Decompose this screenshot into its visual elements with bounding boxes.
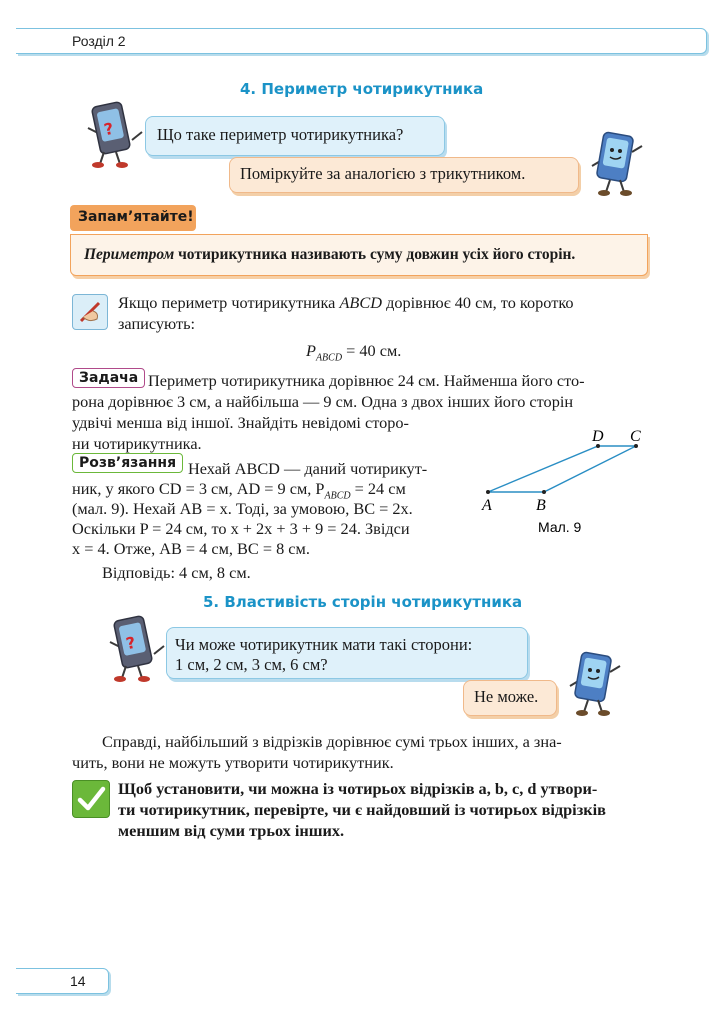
solution-line-5: x = 4. Отже, AB = 4 см, BC = 8 см. <box>72 539 310 558</box>
s5-text-line-1: Справді, найбільший з відрізків дорівнює сумі трьох інших, а зна- <box>102 732 562 751</box>
remember-tag-label: Запам’ятайте! <box>78 209 194 225</box>
question-2-line-2: 1 см, 2 см, 3 см, 6 см? <box>175 655 328 674</box>
svg-text:?: ? <box>102 118 116 140</box>
task-line-4: ни чотирикутника. <box>72 434 202 453</box>
task-tag: Задача <box>72 368 145 388</box>
solution-line-1: Нехай ABCD — даний чотирикут- <box>188 459 428 478</box>
rule-line-2: ти чотирикутник, перевірте, чи є найдовший із чотирьох відрізків <box>118 800 606 819</box>
question-2-line-1: Чи може чотирикутник мати такі сторони: <box>175 635 473 654</box>
solution-line-2: ник, у якого CD = 3 см, AD = 9 см, $P_{ABCD} = 24$ см <box>72 479 406 502</box>
figure-9-parallelogram <box>478 428 648 538</box>
definition-text <box>84 246 575 264</box>
reply-text: Не може. <box>474 687 539 706</box>
phone-character-question-icon-2 <box>104 614 166 682</box>
svg-text:?: ? <box>124 632 138 654</box>
section-4-title: 4. Периметр чотирикутника <box>240 80 484 98</box>
figure-caption: Мал. 9 <box>538 519 582 535</box>
checkmark-icon <box>72 780 110 818</box>
question-text: Що таке периметр чотирикутника? <box>157 125 404 144</box>
pen-note-icon <box>72 294 108 330</box>
phone-character-question-icon <box>82 100 144 168</box>
vertex-d-label: D <box>592 428 604 445</box>
note-line-2: записують: <box>118 314 196 333</box>
section-label: Розділ 2 <box>72 33 126 49</box>
task-line-2: рона дорівнює 3 см, а найбільша — 9 см. Одна з двох інших його сторін <box>72 392 574 411</box>
solution-line-4: Оскільки P = 24 см, то x + 2x + 3 + 9 = 24. Звідси <box>72 519 410 538</box>
definition-term: Периметром <box>84 246 175 263</box>
solution-line-3: (мал. 9). Нехай AB = x. Тоді, за умовою, BC = 2x. <box>72 499 413 518</box>
page-number-tab <box>16 968 109 994</box>
s5-text-line-2: чить, вони не можуть утворити чотирикутник. <box>72 753 394 772</box>
rule-line-3: меншим від суми трьох інших. <box>118 821 345 840</box>
definition-body: чотирикутника називають суму довжин усіх його сторін. <box>174 246 576 263</box>
answer-line: Відповідь: 4 см, 8 см. <box>102 563 251 582</box>
page-number: 14 <box>70 973 86 989</box>
hint-text: Поміркуйте за аналогією з трикутником. <box>240 164 526 183</box>
section-5-title: 5. Властивість сторін чотирикутника <box>203 593 523 611</box>
vertex-c-label: C <box>630 428 641 445</box>
perimeter-formula: $P_{ABCD} = 40$ см. <box>306 341 402 364</box>
vertex-b-label: B <box>536 497 546 514</box>
solution-tag: Розв’язання <box>72 453 183 473</box>
phone-character-answer-icon <box>588 130 644 196</box>
note-line-1: Якщо периметр чотирикутника ABCD дорівнює 40 см, то коротко <box>118 293 574 312</box>
phone-character-answer-icon-2 <box>566 650 622 716</box>
rule-line-1: Щоб установити, чи можна із чотирьох відрізків a, b, c, d утвори- <box>118 779 598 798</box>
task-line-1: Периметр чотирикутника дорівнює 24 см. Найменша його сто- <box>148 371 585 390</box>
task-line-3: удвічі менша від іншої. Знайдіть невідомі сторо- <box>72 413 409 432</box>
vertex-a-label: A <box>482 497 492 514</box>
